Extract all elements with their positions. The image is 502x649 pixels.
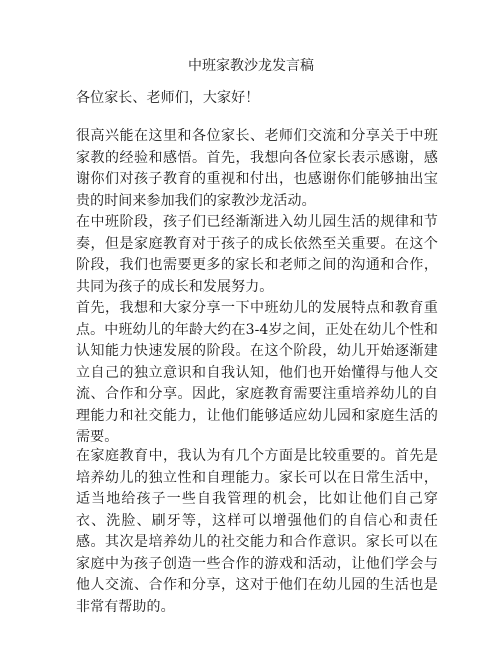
paragraph-4: 在家庭教育中，我认为有几个方面是比较重要的。首先是培养幼儿的独立性和自理能力。家长可以在日常生活中，适当地给孩子一些自我管理的机会，比如让他们自己穿衣、洗脸、刷牙等，这样可以增强他们的自信心和责任感。其次是培养幼儿的社交能力和合作意识。家长可以在家庭中为孩子创造一些合作的游戏和活动，让他们学会与他人交流、合作和分享，这对于他们在幼儿园的生活也是非常有帮助的。 (76, 448, 438, 615)
paragraph-3: 首先，我想和大家分享一下中班幼儿的发展特点和教育重点。中班幼儿的年龄大约在3-4岁之间，正处在幼儿个性和认知能力快速发展的阶段。在这个阶段，幼儿开始逐渐建立自己的独立意识和自我认知，他们也开始懂得与他人交流、合作和分享。因此，家庭教育需要注重培养幼儿的自理能力和社交能力，让他们能够适应幼儿园和家庭生活的需要。 (76, 300, 438, 445)
salutation: 各位家长、老师们，大家好！ (76, 90, 260, 106)
document-title: 中班家教沙龙发言稿 (188, 58, 314, 74)
paragraph-2: 在中班阶段，孩子们已经渐渐进入幼儿园生活的规律和节奏，但是家庭教育对于孩子的成长依然至关重要。在这个阶段，我们也需要更多的家长和老师之间的沟通和合作，共同为孩子的成长和发展努力。 (76, 214, 438, 295)
paragraph-1: 很高兴能在这里和各位家长、老师们交流和分享关于中班家教的经验和感悟。首先，我想向各位家长表示感谢，感谢你们对孩子教育的重视和付出，也感谢你们能够抽出宝贵的时间来参加我们的家教沙龙活动。 (76, 128, 438, 209)
